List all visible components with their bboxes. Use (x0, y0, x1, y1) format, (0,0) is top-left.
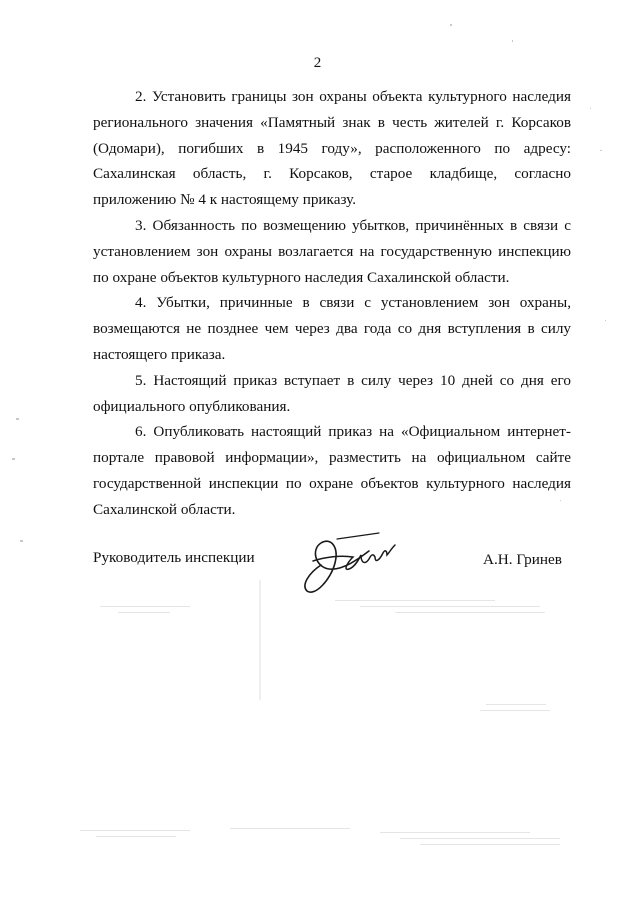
paragraph-4-compensation: 4. Убытки, причинные в связи с установлением зон охраны, возмещаются не позднее чем через два года со дня вступления в силу настоящего приказа. (93, 294, 571, 363)
signatory-position: Руководитель инспекции (93, 549, 255, 566)
handwritten-signature (291, 527, 401, 599)
paragraph-5-effective-date: 5. Настоящий приказ вступает в силу через 10 дней со дня его официального опубликования. (93, 371, 571, 415)
page-number: 2 (313, 55, 322, 71)
paragraph-2-borders: 2. Установить границы зон охраны объекта культурного наследия регионального значения «Памятный знак в честь жителей г. Корсаков (Одомари), погибших в 1945 году», расположенного по адресу: Сахалинская область, г. Корсаков, старое кладбище, согласно приложению № 4 к настоящему приказу. (93, 88, 571, 209)
paragraph-6-publication: 6. Опубликовать настоящий приказ на «Официальном интернет-портале правовой информации», разместить на официальном сайте государственной инспекции по охране объектов культурного наследия Сахалинской области. (93, 423, 571, 518)
signatory-name: А.Н. Гринев (483, 551, 562, 568)
document-body (93, 84, 571, 523)
paragraph-3-damages-duty: 3. Обязанность по возмещению убытков, причинённых в связи с установлением зон охраны возлагается на государственную инспекцию по охране объектов культурного наследия Сахалинской области. (93, 216, 571, 286)
